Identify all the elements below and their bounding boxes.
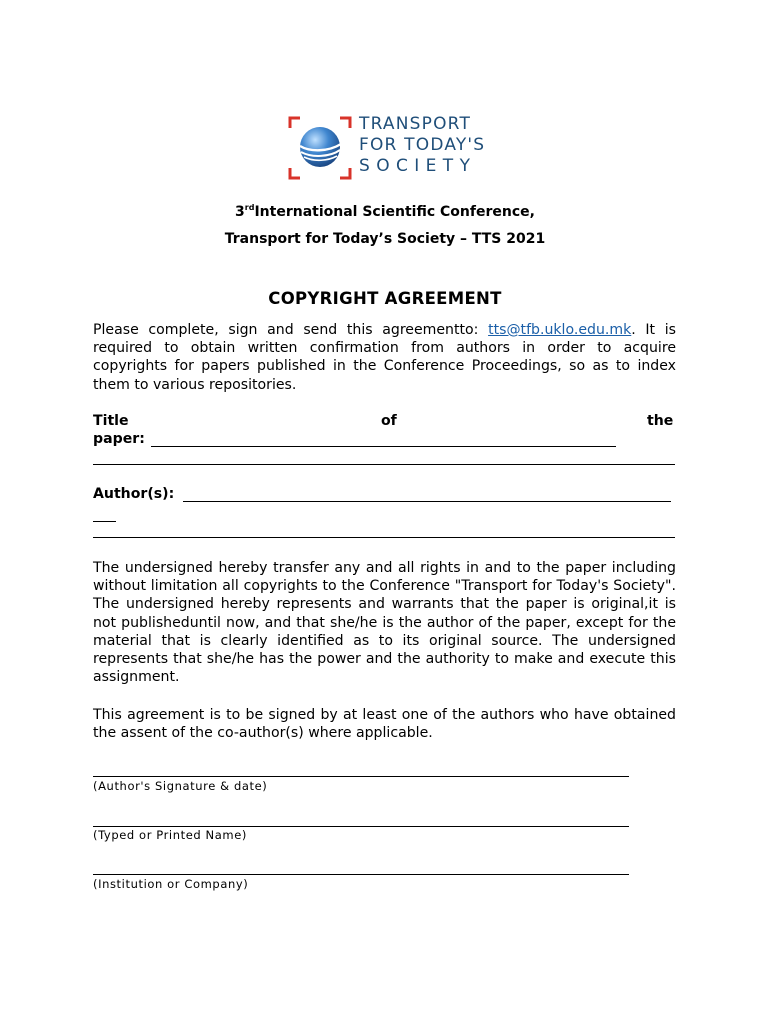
title-input-line-2[interactable]	[93, 464, 675, 465]
intro-text-start: Please complete, sign and send this agreementto:	[93, 322, 489, 338]
intro-paragraph	[93, 321, 676, 394]
document-title: COPYRIGHT AGREEMENT	[268, 289, 502, 308]
institution-line[interactable]	[93, 874, 629, 875]
title-input-line[interactable]	[151, 446, 616, 447]
conference-number: 3	[235, 204, 245, 220]
title-label-word-4: paper:	[93, 431, 145, 447]
logo-line-3: SOCIETY	[359, 156, 477, 176]
title-label-word-2: of	[381, 413, 397, 429]
conference-subtitle: Transport for Today’s Society – TTS 2021	[224, 231, 546, 247]
logo-wordmark	[359, 114, 485, 177]
email-link[interactable]: tts@tfb.uklo.edu.mk	[488, 322, 632, 338]
title-label-word-3: the	[647, 413, 674, 429]
conference-number-suffix: rd	[244, 203, 255, 212]
authors-input-line-2[interactable]	[93, 537, 675, 538]
globe-logo-icon	[288, 116, 352, 180]
logo-line-1: TRANSPORT	[359, 114, 472, 134]
conference-logo	[288, 114, 488, 184]
logo-line-2: FOR TODAY'S	[359, 135, 486, 155]
institution-label: (Institution or Company)	[93, 877, 249, 891]
authors-input-line-continuation[interactable]	[93, 521, 116, 522]
conference-heading	[0, 203, 770, 220]
signature-line[interactable]	[93, 776, 629, 777]
signature-label: (Author's Signature & date)	[93, 779, 268, 793]
signing-paragraph: This agreement is to be signed by at least one of the authors who have obtained the assent of the co-author(s) where applicable.	[93, 707, 676, 742]
authors-input-line[interactable]	[183, 501, 671, 502]
conference-name: International Scientific Conference,	[254, 204, 535, 220]
title-label-word-1: Title	[93, 413, 129, 429]
intro-text-end: . It is required to obtain written confirmation from authors in order to acquire copyrights for papers published in the Conference Proceedings, so as to index them to various repositories.	[93, 322, 676, 393]
transfer-paragraph: The undersigned hereby transfer any and all rights in and to the paper including without limitation all copyrights to the Conference "Transport for Today's Society". The undersigned hereby represents and warrants that the paper is original,it is not publisheduntil now, and that she/he is the author of the paper, except for the material that is clearly identified as to its original source. The undersigned represents that she/he has the power and the authority to make and execute this assignment.	[93, 560, 676, 686]
printed-name-line[interactable]	[93, 826, 629, 827]
authors-label: Author(s):	[93, 486, 175, 502]
printed-name-label: (Typed or Printed Name)	[93, 828, 247, 842]
